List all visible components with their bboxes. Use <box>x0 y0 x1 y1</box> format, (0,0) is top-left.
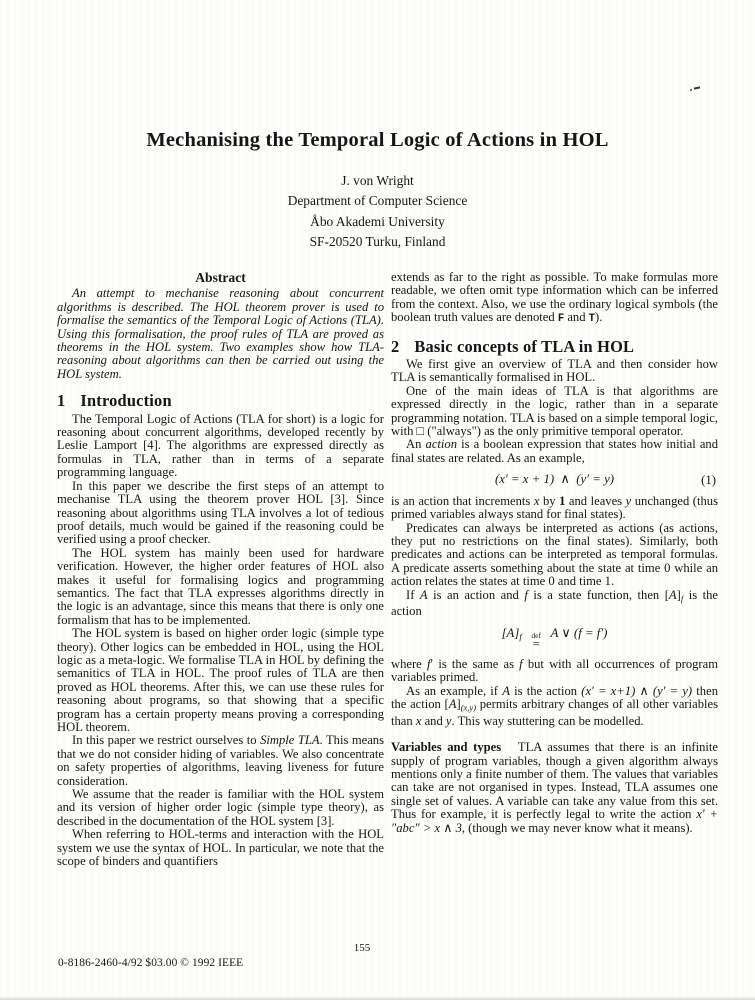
text-run: x <box>533 493 540 508</box>
text-run: x′ + ″abc″ > x ∧ 3 <box>391 807 718 835</box>
paragraph <box>391 685 718 729</box>
paragraph <box>391 522 718 589</box>
text-run: def = <box>531 630 541 652</box>
scan-artifact <box>690 87 700 91</box>
right-column <box>391 271 718 868</box>
text-run: F <box>557 313 565 326</box>
author-name: J. von Wright <box>341 173 414 188</box>
affiliation-department: Department of Computer Science <box>287 193 468 209</box>
paragraph <box>391 438 718 465</box>
abstract-text <box>57 287 384 381</box>
paragraph <box>57 734 384 788</box>
equation-number: (1) <box>701 473 716 488</box>
text-run: f <box>680 592 684 603</box>
text-run: f <box>519 631 522 642</box>
text-run: action <box>425 437 458 452</box>
paragraph-continuation <box>391 271 718 327</box>
paragraph <box>391 658 718 685</box>
text-run: 1 <box>559 493 566 508</box>
text-run: where <box>391 656 427 671</box>
text-run: We first give an overview of TLA and then consider how TLA is semantically formalised in HOL. <box>391 357 718 385</box>
text-run: f <box>519 656 523 671</box>
text-run: ). <box>595 310 603 325</box>
paragraph <box>391 589 718 619</box>
text-run: x <box>415 713 422 728</box>
text-run: is the action <box>509 683 582 698</box>
text-run: Variables and types <box>391 740 502 755</box>
text-run: (y′ = y) <box>576 472 615 487</box>
text-run: f <box>524 587 528 602</box>
two-column-body <box>57 271 718 868</box>
text-run: but with all occurrences of program variables primed. <box>391 656 719 685</box>
equation-2 <box>391 627 718 650</box>
section-2-heading <box>391 336 718 356</box>
text-run: permits arbitrary changes of all other variables than <box>391 696 718 728</box>
affiliation-address: SF-20520 Turku, Finland <box>309 233 446 249</box>
section-number: 2 <box>391 336 400 356</box>
text-run: ] <box>676 587 681 602</box>
affiliation-university: Åbo Akademi University <box>310 213 445 229</box>
text-run: y <box>445 713 452 728</box>
text-run: is a state function, then [ <box>527 587 669 602</box>
text-run: and <box>421 713 446 728</box>
text-run: and <box>564 310 589 325</box>
text-run <box>522 626 532 640</box>
section-1-heading <box>57 391 384 411</box>
equation-body <box>501 625 608 652</box>
text-run: ∧ <box>554 472 577 487</box>
equation-body <box>495 472 614 486</box>
abstract-heading: Abstract <box>195 270 246 285</box>
text-run: Simple TLA <box>260 733 320 748</box>
left-column <box>57 271 384 868</box>
section-number: 1 <box>57 391 66 411</box>
page-number: 155 <box>353 942 371 954</box>
section-title: Introduction <box>80 391 172 411</box>
text-run: [A] <box>501 625 520 640</box>
text-run: is a boolean expression that states how initial and final states are related. As an example, <box>391 437 719 465</box>
text-run: One of the main ideas of TLA is that algorithms are expressed directly in the logic, rather than in a separate programming notation. TLA is based on a simple temporal logic, with □ ("always") as the only primitive temporal operator. <box>391 383 718 439</box>
text-run: TLA assumes that there is an infinite supply of program variables, though a given algorithm always mentions only a finite number of them. The values that variables can take are not organised in types. Instead, TLA assumes one single set of values. A variable can take any value from this set. Thus for example, it is perfectly legal to write the action <box>391 740 718 822</box>
text-run: The HOL system has mainly been used for hardware verification. However, the higher order features of HOL also makes it useful for formalising logics and programming semantics. The fact that TLA expresses algorithms directly in the logic is an advantage, since this means that there is only one formalism that has to be implemented. <box>57 545 384 627</box>
text-run: A ∨ (f = f′) <box>550 625 608 640</box>
text-run: . This way stuttering can be modelled. <box>451 713 644 728</box>
text-run: (x,y) <box>460 702 477 713</box>
text-run: An <box>406 437 426 452</box>
text-run: We assume that the reader is familiar with the HOL system and its version of higher order logic (simple type theory), as described in the documentation of the HOL system [3]. <box>57 787 384 828</box>
text-run: A <box>448 696 457 711</box>
text-run: by <box>539 493 560 508</box>
text-run: The Temporal Logic of Actions (TLA for short) is a logic for reasoning about concurrent algorithms, developed recently by Leslie Lamport [4]. The algorithms are expressed directly as formulas in TLA, rather than in terms of a separate programming language. <box>57 411 384 480</box>
text-run <box>541 626 551 640</box>
paragraph <box>391 358 718 385</box>
text-run: Predicates can always be interpreted as actions (as actions, they put no restrictions on the final states). Similarly, both predicates and actions can be interpreted as temporal formulas. A predicate asserts something about the state at time 0 while an action relates the states at time 0 and time 1. <box>391 520 718 589</box>
text-run: unchanged (thus primed variables always stand for final states). <box>391 493 718 522</box>
text-run: ] <box>456 696 461 711</box>
text-run: then the action [ <box>391 683 718 711</box>
paragraph <box>57 547 384 627</box>
text-run: A <box>419 587 428 602</box>
paragraph <box>57 828 384 868</box>
paragraph <box>391 495 718 522</box>
paragraph <box>57 413 384 480</box>
text-run: T <box>588 313 596 326</box>
footer-copyright: 0-8186-2460-4/92 $03.00 © 1992 IEEE <box>58 957 244 969</box>
text-run: . This means that we do not consider hiding of variables. We also concentrate on safety properties of algorithms, leaving liveness for future consideration. <box>57 733 385 788</box>
paragraph <box>57 627 384 734</box>
text-run: , (though we may never know what it means). <box>461 820 693 835</box>
text-run: ′ is the same as <box>430 656 520 671</box>
text-run: In this paper we describe the first steps of an attempt to mechanise TLA using the theorem prover HOL [3]. Since reasoning about algorithms using TLA involves a lot of tedious proof details, much would be gained if the reasoning could be verified using a proof checker. <box>57 478 384 547</box>
text-run: f <box>426 656 431 671</box>
paragraph <box>57 788 384 828</box>
paragraph-variables-and-types <box>391 741 718 835</box>
text-run: is the action <box>391 587 718 619</box>
scan-edge <box>0 996 755 1000</box>
paper-title: Mechanising the Temporal Logic of Actions in HOL <box>146 129 609 151</box>
text-run: A <box>668 587 677 602</box>
text-run: and leaves <box>565 493 626 508</box>
text-run: y <box>625 493 632 508</box>
text-run: As an example, if <box>406 683 503 698</box>
text-run: extends as far to the right as possible. To make formulas more readable, we often omit type information which can be inferred from the context. Also, we use the ordinary logical symbols (the boolean truth values are denoted <box>391 270 718 325</box>
equation-1 <box>391 473 718 486</box>
text-run: The HOL system is based on higher order logic (simple type theory). Other logics can be embedded in HOL, using the HOL logic as a meta-logic. We formalise TLA in HOL by defining the semanitics of TLA in HOL. The proof rules of TLA are then proved as HOL theorems. After this, we can use these rules for reasoning about programs, so that showing that a specific program has a certain property means proving a corresponding HOL theorem. <box>57 626 384 734</box>
text-run: When referring to HOL-terms and interaction with the HOL system we use the syntax of HOL. In particular, we note that the scope of binders and quantifiers <box>57 827 384 869</box>
text-run: In this paper we restrict ourselves to <box>72 733 261 748</box>
text-run: is an action that increments <box>391 493 534 508</box>
text-run: If <box>406 587 420 602</box>
text-run: An attempt to mechanise reasoning about concurrent algorithms is described. The HOL theorem prover is used to formalise the semantics of the Temporal Logic of Actions (TLA). Using this formalisation, the proof rules of TLA are proved as theorems in the HOL system. Two examples show how TLA-reasoning about algorithms can then be carried out using the HOL system. <box>57 286 384 381</box>
paragraph <box>57 480 384 547</box>
text-run: A <box>502 683 510 698</box>
text-run: (x′ = x + 1) <box>494 472 555 487</box>
text-run: is an action and <box>427 587 525 602</box>
paragraph <box>391 385 718 439</box>
text-run: (x′ = x+1) ∧ (y′ = y) <box>581 683 693 698</box>
author-block <box>0 171 755 252</box>
section-title: Basic concepts of TLA in HOL <box>414 336 635 356</box>
